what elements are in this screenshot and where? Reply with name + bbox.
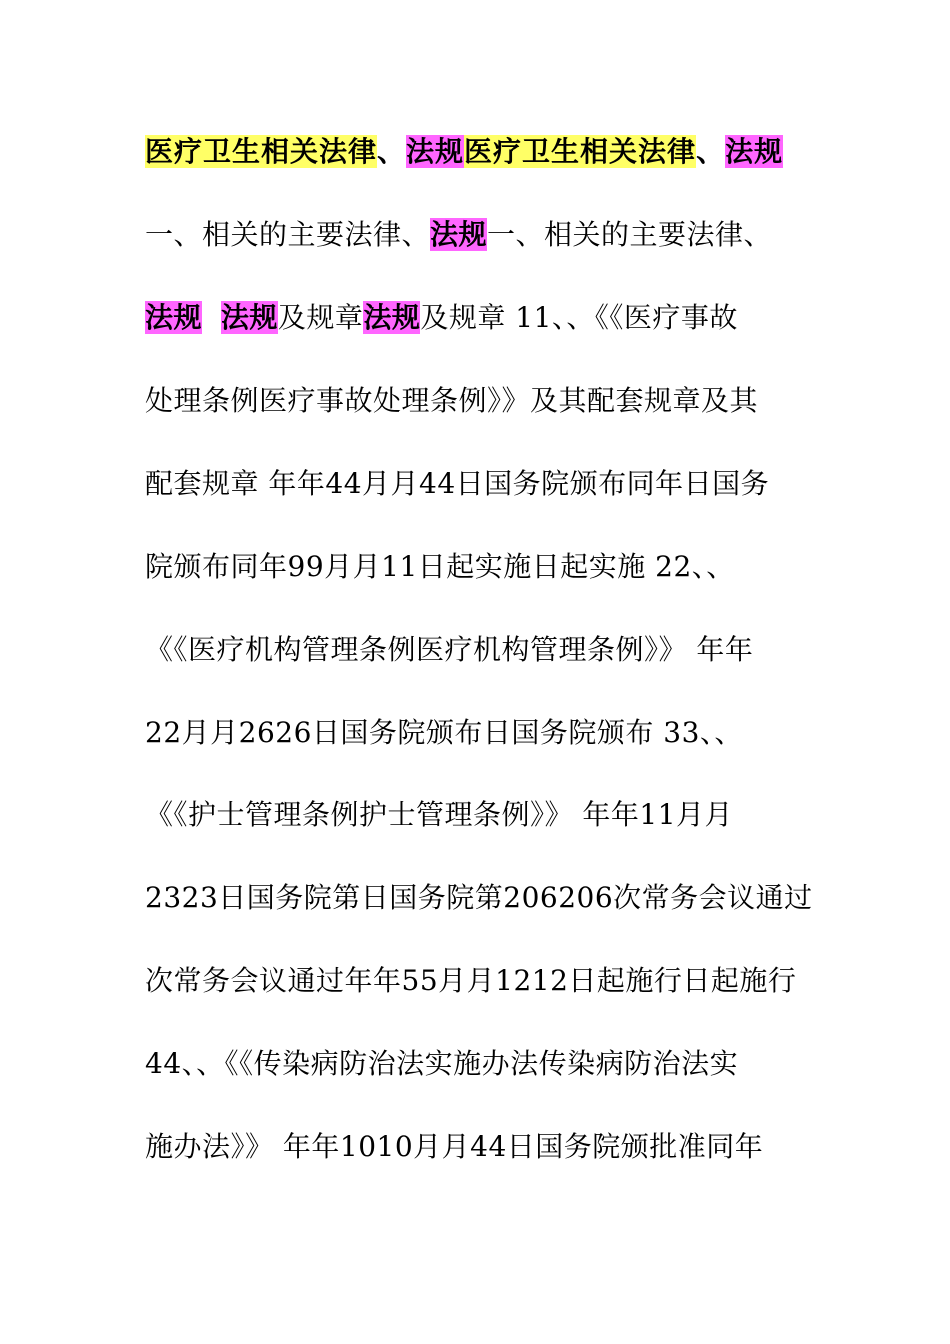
line2-pre: 一、相关的主要法律、	[145, 218, 431, 251]
text-line-3	[145, 300, 738, 336]
line3-highlight-1: 法规	[145, 301, 203, 334]
line3-mid: 及规章	[277, 301, 364, 334]
text-line-9: 《《护士管理条例护士管理条例》》 年年11月月	[145, 798, 734, 831]
text-line-2	[145, 217, 772, 253]
title-separator-1: 、	[377, 135, 407, 168]
title-highlight-3: 医疗卫生相关法律	[464, 135, 697, 168]
text-line-12: 44、、《《传染病防治法实施办法传染病防治法实	[145, 1047, 739, 1080]
title-highlight-4: 法规	[725, 135, 784, 168]
title-separator-2: 、	[696, 135, 726, 168]
text-line-8: 22月月2626日国务院颁布日国务院颁布 33、、	[145, 716, 743, 749]
line3-post: 及规章 11、、《《医疗事故	[420, 301, 738, 334]
text-line-13: 施办法》》 年年1010月月44日国务院颁批准同年	[145, 1130, 764, 1163]
line3-highlight-2: 法规	[220, 301, 278, 334]
text-line-5: 配套规章 年年44月月44日国务院颁布同年日国务	[145, 467, 770, 500]
line3-gap	[202, 301, 221, 334]
document-title	[145, 134, 783, 170]
line3-highlight-3: 法规	[363, 301, 421, 334]
text-line-10: 2323日国务院第日国务院第206206次常务会议通过	[145, 881, 813, 914]
line2-highlight: 法规	[430, 218, 488, 251]
line2-post: 一、相关的主要法律、	[487, 218, 773, 251]
title-highlight-1: 医疗卫生相关法律	[145, 135, 378, 168]
text-line-4: 处理条例医疗事故处理条例》》及其配套规章及其	[145, 384, 759, 417]
text-line-6: 院颁布同年99月月11日起实施日起实施 22、、	[145, 550, 735, 583]
title-highlight-2: 法规	[406, 135, 465, 168]
text-line-7: 《《医疗机构管理条例医疗机构管理条例》》 年年	[145, 633, 754, 666]
text-line-11: 次常务会议通过年年55月月1212日起施行日起施行	[145, 964, 797, 997]
